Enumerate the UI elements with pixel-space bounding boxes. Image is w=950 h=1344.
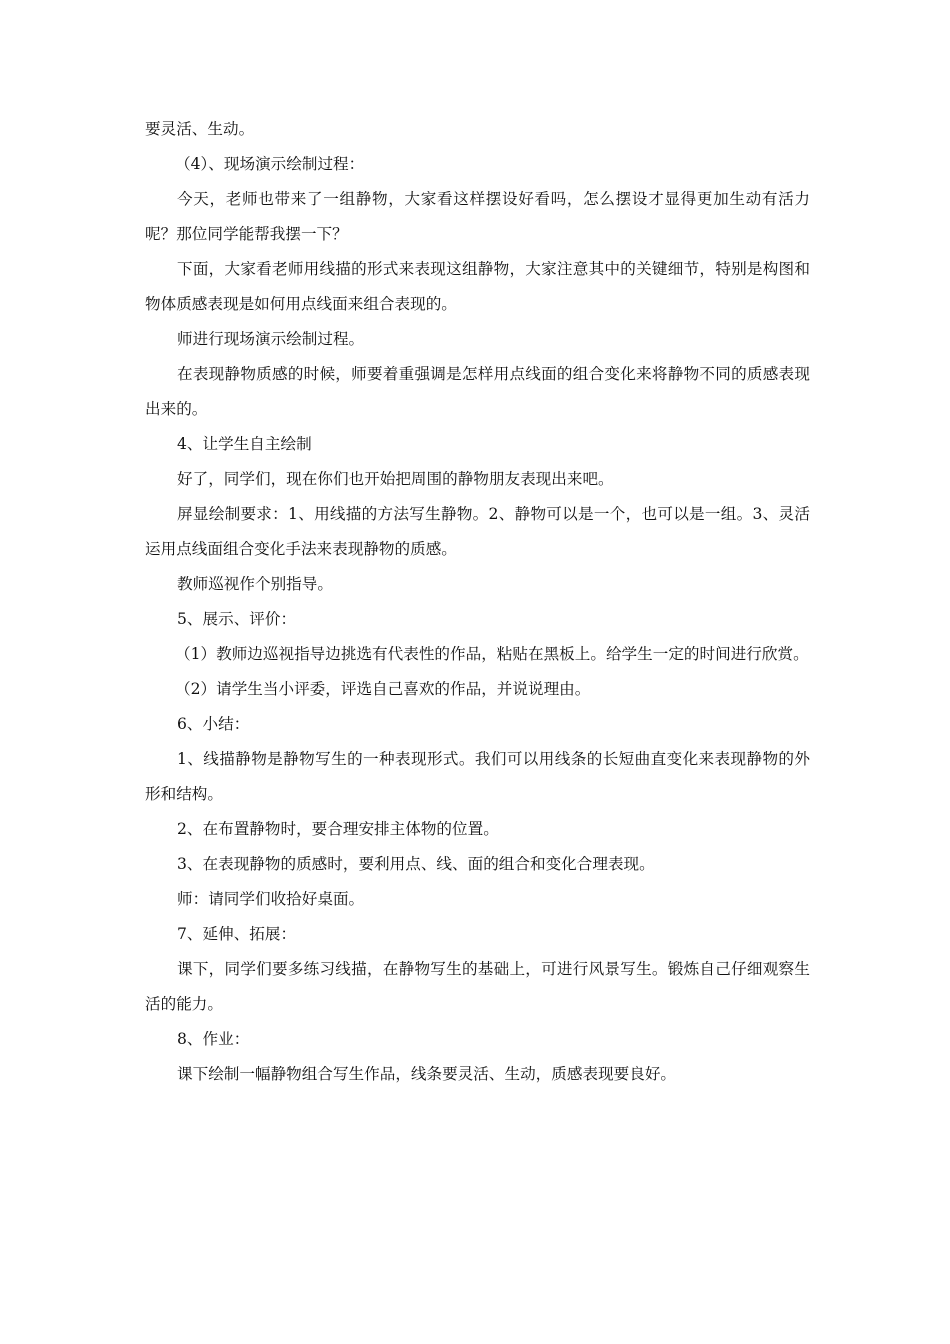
- paragraph: 3、在表现静物的质感时，要利用点、线、面的组合和变化合理表现。: [177, 855, 655, 873]
- paragraph: 师进行现场演示绘制过程。: [177, 330, 365, 348]
- paragraph: 课下，同学们要多练习线描，在静物写生的基础上，可进行风景写生。锻炼自己仔细观察生活的能力。: [145, 960, 810, 1013]
- paragraph: （1）教师边巡视指导边挑选有代表性的作品，粘贴在黑板上。给学生一定的时间进行欣赏。: [175, 645, 809, 663]
- paragraph: 师：请同学们收拾好桌面。: [177, 890, 365, 908]
- paragraph: 课下绘制一幅静物组合写生作品，线条要灵活、生动，质感表现要良好。: [177, 1065, 677, 1083]
- paragraph: （2）请学生当小评委，评选自己喜欢的作品，并说说理由。: [175, 680, 591, 698]
- section-heading: 6、小结：: [177, 715, 250, 733]
- paragraph: 今天，老师也带来了一组静物，大家看这样摆设好看吗，怎么摆设才显得更加生动有活力呢？那位同学能帮我摆一下？: [145, 190, 810, 243]
- paragraph: 在表现静物质感的时候，师要着重强调是怎样用点线面的组合变化来将静物不同的质感表现出来的。: [145, 365, 810, 418]
- section-heading: 4、让学生自主绘制: [177, 435, 312, 453]
- paragraph-continuation: 要灵活、生动。: [145, 120, 255, 138]
- paragraph: 下面，大家看老师用线描的形式来表现这组静物，大家注意其中的关键细节，特别是构图和物体质感表现是如何用点线面来组合表现的。: [145, 260, 810, 313]
- section-heading: 7、延伸、拓展：: [177, 925, 297, 943]
- paragraph: 屏显绘制要求：1、用线描的方法写生静物。2、静物可以是一个，也可以是一组。3、灵活运用点线面组合变化手法来表现静物的质感。: [145, 505, 810, 558]
- paragraph: 1、线描静物是静物写生的一种表现形式。我们可以用线条的长短曲直变化来表现静物的外形和结构。: [145, 750, 810, 803]
- paragraph: 2、在布置静物时，要合理安排主体物的位置。: [177, 820, 499, 838]
- paragraph-step-4-demo: （4）、现场演示绘制过程：: [175, 155, 365, 173]
- paragraph: 教师巡视作个别指导。: [177, 575, 333, 593]
- paragraph: 好了，同学们，现在你们也开始把周围的静物朋友表现出来吧。: [177, 470, 614, 488]
- section-heading: 5、展示、评价：: [177, 610, 297, 628]
- body-text: [145, 112, 810, 1092]
- section-heading: 8、作业：: [177, 1030, 250, 1048]
